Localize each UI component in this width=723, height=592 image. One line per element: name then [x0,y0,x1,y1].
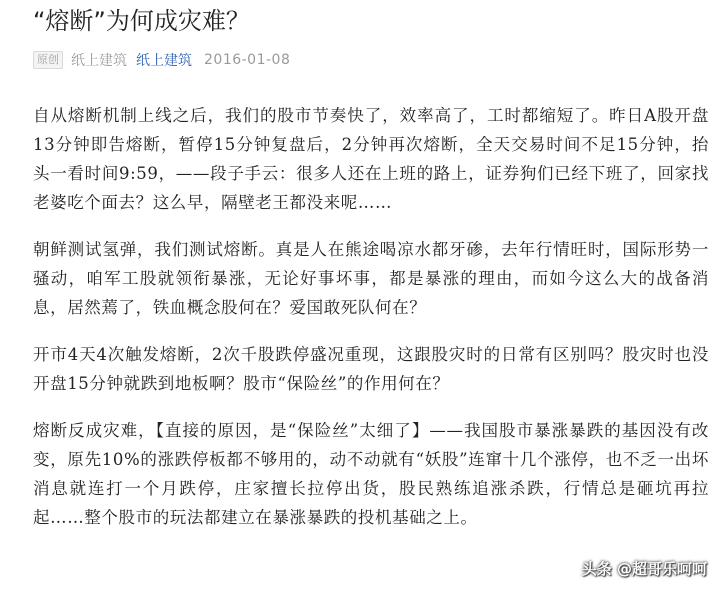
article-body [33,101,709,550]
source-watermark: 头条 @超哥乐呵呵 [581,560,707,578]
paragraph: 熔断反成灾难，【直接的原因，是“保险丝”太细了】——我国股市暴涨暴跌的基因没有改变，原先10%的涨跌停板都不够用的，动不动就有“妖股”连窜十几个涨停，也不乏一出坏消息就连打一个月跌停，庄家擅长拉停出货，股民熟练追涨杀跌，行情总是砸坑再拉起……整个股市的玩法都建立在暴涨暴跌的投机基础之上。 [33,421,709,527]
paragraph: 自从熔断机制上线之后，我们的股市节奏快了，效率高了，工时都缩短了。昨日A股开盘13分钟即告熔断，暂停15分钟复盘后，2分钟再次熔断，全天交易时间不足15分钟，抬头一看时间9:59，——段子手云：很多人还在上班的路上，证券狗们已经下班了，回家找老婆吃个面去？这么早，隔壁老王都没来呢…… [33,106,709,212]
author-link[interactable]: 纸上建筑 [136,53,192,69]
paragraph: 朝鲜测试氢弹，我们测试熔断。真是人在熊途喝凉水都牙碜，去年行情旺时，国际形势一骚动，咱军工股就领衔暴涨，无论好事坏事，都是暴涨的理由，而如今这么大的战备消息，居然蔫了，铁血概念股何在？爱国敢死队何在？ [33,240,709,317]
original-badge: 原创 [33,51,63,69]
paragraph: 开市4天4次触发熔断，2次千股跌停盛况重现，这跟股灾时的日常有区别吗？股灾时也没开盘15分钟就跌到地板啊？股市“保险丝”的作用何在？ [33,345,709,393]
article-title: “熔断”为何成灾难？ [33,7,250,35]
author-name: 纸上建筑 [71,53,127,69]
publish-date: 2016-01-08 [204,52,291,68]
article-meta [33,49,290,71]
